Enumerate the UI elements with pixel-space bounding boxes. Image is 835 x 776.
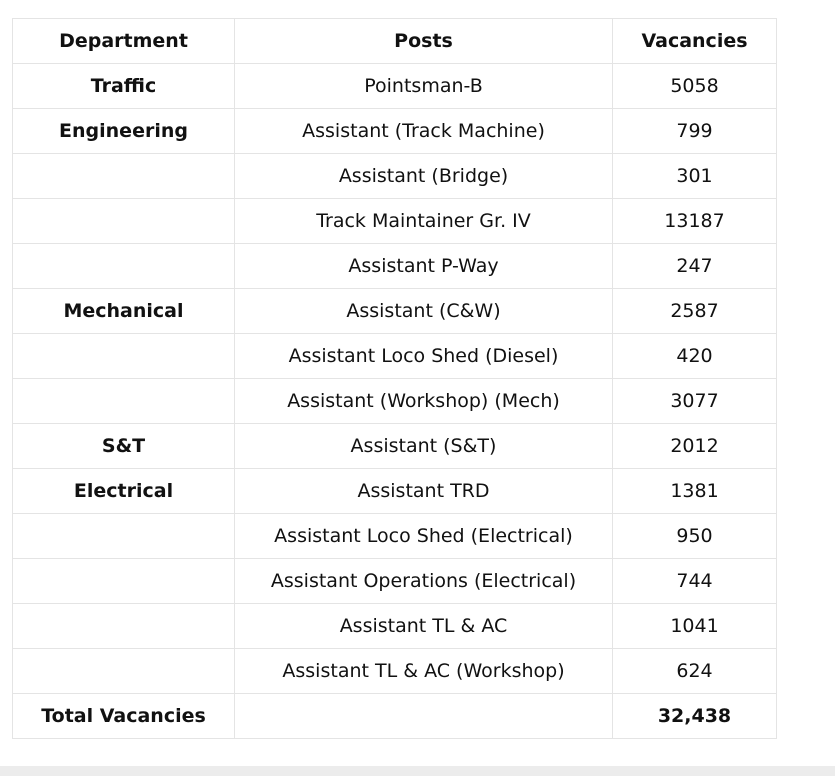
vacancies-cell: 420	[613, 334, 777, 379]
post-cell: Assistant Operations (Electrical)	[235, 559, 613, 604]
vacancies-cell: 950	[613, 514, 777, 559]
department-cell	[13, 244, 235, 289]
vacancies-cell: 744	[613, 559, 777, 604]
table-row	[13, 199, 777, 244]
table-row	[13, 154, 777, 199]
post-cell: Assistant TL & AC (Workshop)	[235, 649, 613, 694]
table-row	[13, 424, 777, 469]
table-row	[13, 649, 777, 694]
table-row	[13, 109, 777, 154]
department-cell	[13, 514, 235, 559]
department-cell	[13, 199, 235, 244]
department-cell	[13, 559, 235, 604]
header-posts: Posts	[235, 19, 613, 64]
table-header-row	[13, 19, 777, 64]
post-cell: Pointsman-B	[235, 64, 613, 109]
table-body	[13, 64, 777, 694]
department-cell	[13, 604, 235, 649]
vacancies-cell: 13187	[613, 199, 777, 244]
post-cell: Assistant (C&W)	[235, 289, 613, 334]
post-cell: Assistant (Track Machine)	[235, 109, 613, 154]
vacancy-table-container	[12, 18, 777, 739]
department-cell: S&T	[13, 424, 235, 469]
department-cell	[13, 334, 235, 379]
vacancies-cell: 2587	[613, 289, 777, 334]
table-row	[13, 469, 777, 514]
vacancies-cell: 1381	[613, 469, 777, 514]
post-cell: Assistant Loco Shed (Electrical)	[235, 514, 613, 559]
vacancies-cell: 624	[613, 649, 777, 694]
table-row	[13, 379, 777, 424]
table-row	[13, 64, 777, 109]
post-cell: Assistant (S&T)	[235, 424, 613, 469]
table-row	[13, 559, 777, 604]
department-cell: Electrical	[13, 469, 235, 514]
post-cell: Assistant Loco Shed (Diesel)	[235, 334, 613, 379]
vacancies-cell: 1041	[613, 604, 777, 649]
department-cell: Traffic	[13, 64, 235, 109]
table-row	[13, 334, 777, 379]
table-row	[13, 244, 777, 289]
post-cell: Track Maintainer Gr. IV	[235, 199, 613, 244]
post-cell: Assistant TRD	[235, 469, 613, 514]
header-vacancies: Vacancies	[613, 19, 777, 64]
header-department: Department	[13, 19, 235, 64]
vacancy-table	[12, 18, 777, 739]
vacancies-cell: 247	[613, 244, 777, 289]
vacancies-cell: 2012	[613, 424, 777, 469]
department-cell	[13, 154, 235, 199]
total-row	[13, 694, 777, 739]
vacancies-cell: 799	[613, 109, 777, 154]
vacancies-cell: 3077	[613, 379, 777, 424]
total-label: Total Vacancies	[13, 694, 235, 739]
department-cell: Mechanical	[13, 289, 235, 334]
table-row	[13, 604, 777, 649]
total-post-cell	[235, 694, 613, 739]
table-row	[13, 514, 777, 559]
page-bottom-bar	[0, 766, 835, 776]
post-cell: Assistant (Workshop) (Mech)	[235, 379, 613, 424]
vacancies-cell: 5058	[613, 64, 777, 109]
post-cell: Assistant (Bridge)	[235, 154, 613, 199]
post-cell: Assistant P-Way	[235, 244, 613, 289]
department-cell	[13, 379, 235, 424]
table-row	[13, 289, 777, 334]
post-cell: Assistant TL & AC	[235, 604, 613, 649]
total-vacancies: 32,438	[613, 694, 777, 739]
vacancies-cell: 301	[613, 154, 777, 199]
department-cell	[13, 649, 235, 694]
department-cell: Engineering	[13, 109, 235, 154]
